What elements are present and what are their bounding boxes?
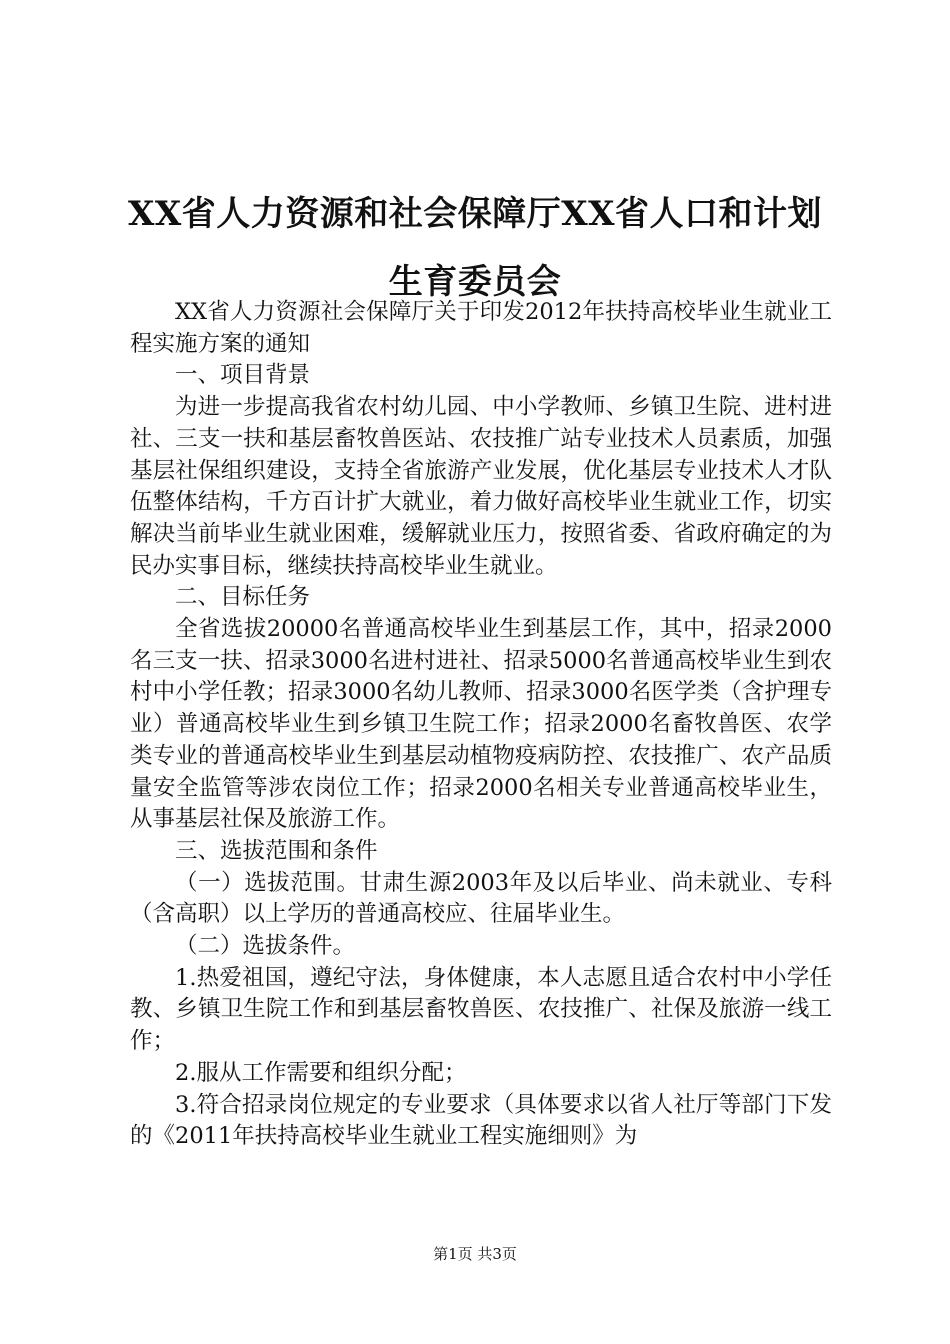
- page-footer: 第1页 共3页: [433, 1245, 517, 1263]
- document-title: XX省人力资源和社会保障厅XX省人口和计划生育委员会: [127, 194, 823, 302]
- section-heading-goals: 二、目标任务: [175, 584, 311, 611]
- conditions-heading: （二）选拔条件。: [175, 933, 356, 960]
- background-paragraph: 为进一步提高我省农村幼儿园、中小学教师、乡镇卫生院、进村进社、三支一扶和基层畜牧兽医站、农技推广站专业技术人员素质，加强基层社保组织建设，支持全省旅游产业发展，优化基层专业技术人才队伍整体结构，千方百计扩大就业，着力做好高校毕业生就业工作，切实解决当前毕业生就业困难，缓解就业压力，按照省委、省政府确定的为民办实事目标，继续扶持高校毕业生就业。: [130, 394, 832, 579]
- condition-item-1: 1.热爱祖国，遵纪守法，身体健康，本人志愿且适合农村中小学任教、乡镇卫生院工作和到基层畜牧兽医、农技推广、社保及旅游一线工作；: [130, 964, 832, 1055]
- condition-item-3: 3.符合招录岗位规定的专业要求（具体要求以省人社厅等部门下发的《2011年扶持高校毕业生就业工程实施细则》为: [130, 1091, 832, 1150]
- section-heading-scope: 三、选拔范围和条件: [175, 837, 378, 864]
- condition-item-2: 2.服从工作需要和组织分配；: [175, 1059, 467, 1086]
- goals-paragraph: 全省选拔20000名普通高校毕业生到基层工作，其中，招录2000名三支一扶、招录3000名进村进社、招录5000名普通高校毕业生到农村中小学任教；招录3000名幼儿教师、招录3000名医学类（含护理专业）普通高校毕业生到乡镇卫生院工作；招录2000名畜牧兽医、农学类专业的普通高校毕业生到基层动植物疫病防控、农技推广、农产品质量安全监管等涉农岗位工作；招录2000名相关专业普通高校毕业生，从事基层社保及旅游工作。: [130, 616, 832, 833]
- section-heading-background: 一、项目背景: [175, 362, 311, 389]
- document-body: [130, 297, 832, 1153]
- notice-heading-paragraph: XX省人力资源社会保障厅关于印发2012年扶持高校毕业生就业工程实施方案的通知: [130, 299, 832, 357]
- scope-paragraph: （一）选拔范围。甘肃生源2003年及以后毕业、尚未就业、专科（含高职）以上学历的普通高校应、往届毕业生。: [130, 869, 832, 928]
